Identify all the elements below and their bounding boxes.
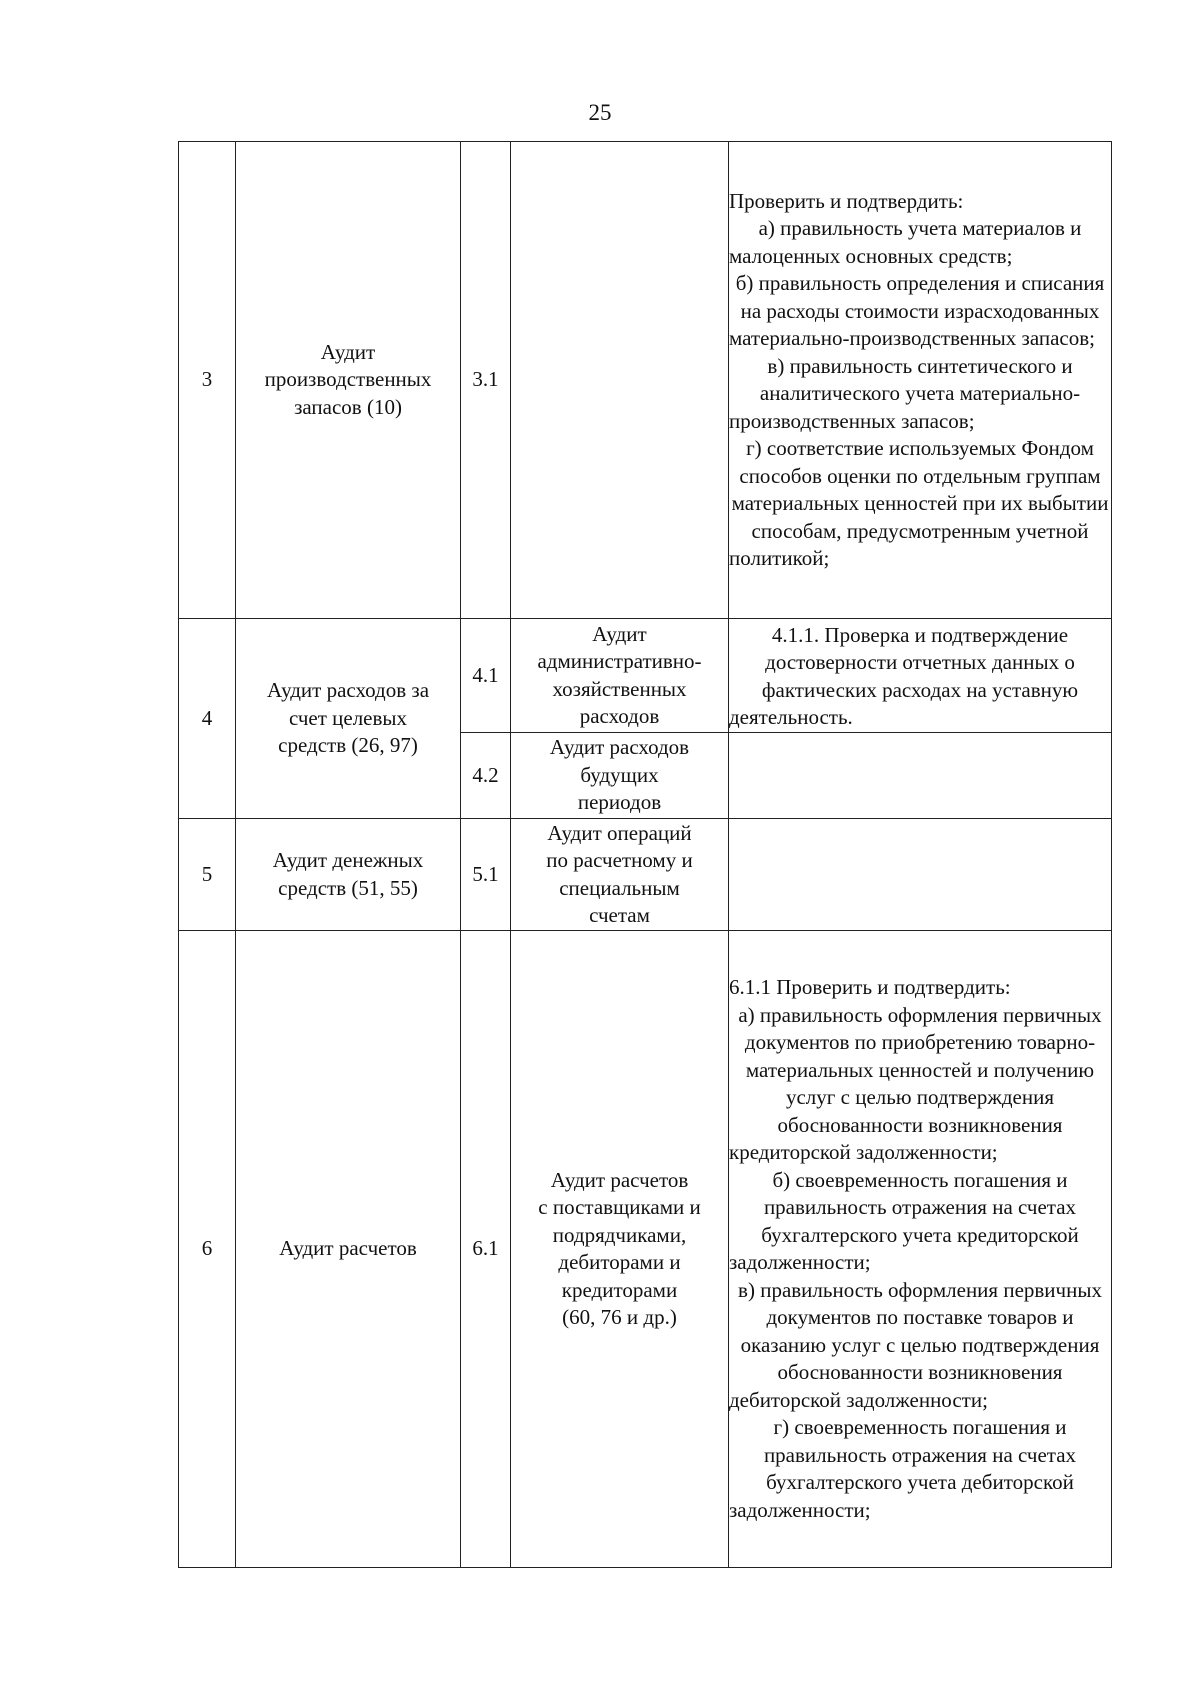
- description-line: а) правильность учета материалов и малоценных основных средств;: [729, 216, 1082, 268]
- audit-plan-table: [178, 141, 1112, 1568]
- page-number: 25: [588, 100, 612, 125]
- item-code: 6.1: [461, 931, 511, 1568]
- table-row-4-1: [179, 619, 1112, 733]
- description-line: г) соответствие используемых Фондом способов оценки по отдельным группам материальных ценностей при их выбытии способам, предусмотренным учетной политикой;: [729, 436, 1109, 570]
- item-code: 4.1: [461, 619, 511, 733]
- item-subject: [511, 142, 729, 619]
- item-subject: Аудит административно- хозяйственных расходов: [511, 619, 729, 733]
- item-subject: Аудит расходов будущих периодов: [511, 733, 729, 819]
- description-line: б) своевременность погашения и правильность отражения на счетах бухгалтерского учета кредиторской задолженности;: [729, 1167, 1079, 1274]
- description-line: г) своевременность погашения и правильность отражения на счетах бухгалтерского учета дебиторской задолженности;: [729, 1415, 1077, 1522]
- item-description: [729, 733, 1112, 819]
- description-line: Проверить и подтвердить:: [729, 188, 964, 213]
- section-title: Аудит расходов за счет целевых средств (26, 97): [236, 619, 461, 819]
- row-number: 5: [179, 819, 236, 931]
- item-description: [729, 819, 1112, 931]
- item-description: [729, 931, 1112, 1568]
- table-row-6: [179, 931, 1112, 1568]
- row-number: 4: [179, 619, 236, 819]
- description-line: 4.1.1. Проверка и подтверждение достоверности отчетных данных о фактических расходах на уставную деятельность.: [729, 622, 1079, 729]
- table-row-5: [179, 819, 1112, 931]
- item-subject: Аудит расчетов с поставщиками и подрядчиками, дебиторами и кредиторами (60, 76 и др.): [511, 931, 729, 1568]
- description-line: 6.1.1 Проверить и подтвердить:: [729, 975, 1011, 999]
- item-subject: Аудит операций по расчетному и специальным счетам: [511, 819, 729, 931]
- row-number: 3: [179, 142, 236, 619]
- item-code: 5.1: [461, 819, 511, 931]
- section-title: Аудит денежных средств (51, 55): [236, 819, 461, 931]
- description-line: а) правильность оформления первичных документов по приобретению товарно-материальных ценностей и получению услуг с целью подтверждения обоснованности возникновения кредиторской задолженности;: [729, 1002, 1102, 1164]
- description-line: в) правильность синтетического и аналитического учета материально-производственных запасов;: [729, 353, 1081, 433]
- item-code: 4.2: [461, 733, 511, 819]
- row-number: 6: [179, 931, 236, 1568]
- table-row-3: [179, 142, 1112, 619]
- item-description: [729, 619, 1112, 733]
- description-line: в) правильность оформления первичных документов по поставке товаров и оказанию услуг с целью подтверждения обоснованности возникновения дебиторской задолженности;: [729, 1277, 1102, 1412]
- section-title: Аудит расчетов: [236, 931, 461, 1568]
- section-title: Аудит производственных запасов (10): [236, 142, 461, 619]
- item-description: [729, 142, 1112, 619]
- description-line: б) правильность определения и списания на расходы стоимости израсходованных материально-производственных запасов;: [729, 271, 1105, 350]
- item-code: 3.1: [461, 142, 511, 619]
